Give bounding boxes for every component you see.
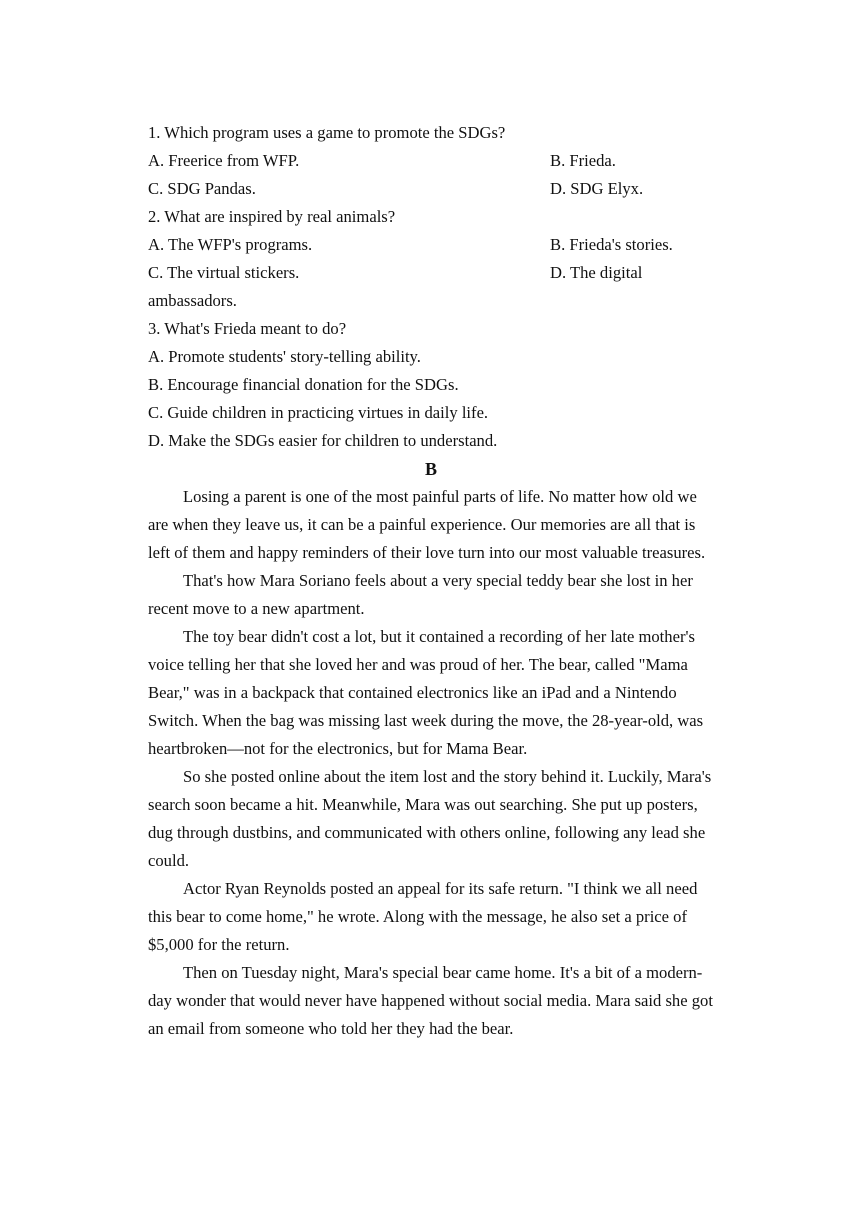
question-2-option-d-continuation: ambassadors. — [148, 291, 237, 310]
passage-paragraph-4: So she posted online about the item lost and the story behind it. Luckily, Mara's search soon became a hit. Meanwhile, Mara was out searching. She put up posters, dug through dustbins, and communicated with others online, following any lead she could. — [148, 767, 712, 870]
question-3-option-c: C. Guide children in practicing virtues in daily life. — [148, 403, 489, 422]
question-1-options-row-2 — [148, 175, 714, 203]
section-b-title: B — [424, 459, 437, 479]
question-2-options-row-1 — [148, 231, 714, 259]
question-3-option-d: D. Make the SDGs easier for children to understand. — [148, 431, 498, 450]
document-page — [148, 119, 714, 1043]
passage-paragraph-5: Actor Ryan Reynolds posted an appeal for its safe return. "I think we all need this bear to come home," he wrote. Along with the message, he also set a price of $5,000 for the return. — [148, 879, 698, 954]
question-1-option-c: C. SDG Pandas. — [148, 179, 256, 198]
passage-paragraph-6: Then on Tuesday night, Mara's special bear came home. It's a bit of a modern-day wonder that would never have happened without social media. Mara said she got an email from someone who told her they had the bear. — [148, 963, 713, 1038]
question-1-option-d: D. SDG Elyx. — [550, 179, 644, 198]
passage-paragraph-3: The toy bear didn't cost a lot, but it contained a recording of her late mother's voice telling her that she loved her and was proud of her. The bear, called "Mama Bear," was in a backpack that contained electronics like an iPad and a Nintendo Switch. When the bag was missing last week during the move, the 28-year-old, was heartbroken—not for the electronics, but for Mama Bear. — [148, 627, 704, 758]
question-2-stem: 2. What are inspired by real animals? — [148, 207, 396, 226]
question-2-option-c: C. The virtual stickers. — [148, 263, 300, 282]
question-3-option-b: B. Encourage financial donation for the SDGs. — [148, 375, 459, 394]
question-1-option-a: A. Freerice from WFP. — [148, 151, 300, 170]
question-1-stem: 1. Which program uses a game to promote the SDGs? — [148, 123, 506, 142]
question-1-option-b: B. Frieda. — [550, 151, 616, 170]
question-2-option-a: A. The WFP's programs. — [148, 235, 313, 254]
question-2-options-row-2 — [148, 259, 714, 287]
question-2-option-b: B. Frieda's stories. — [550, 235, 673, 254]
question-2-option-d: D. The digital — [550, 263, 643, 282]
question-1-options-row-1 — [148, 147, 714, 175]
passage-paragraph-2: That's how Mara Soriano feels about a very special teddy bear she lost in her recent move to a new apartment. — [148, 571, 693, 618]
question-3-stem: 3. What's Frieda meant to do? — [148, 319, 347, 338]
question-3-option-a: A. Promote students' story-telling ability. — [148, 347, 421, 366]
passage-paragraph-1: Losing a parent is one of the most painful parts of life. No matter how old we are when they leave us, it can be a painful experience. Our memories are all that is left of them and happy reminders of their love turn into our most valuable treasures. — [148, 487, 706, 562]
